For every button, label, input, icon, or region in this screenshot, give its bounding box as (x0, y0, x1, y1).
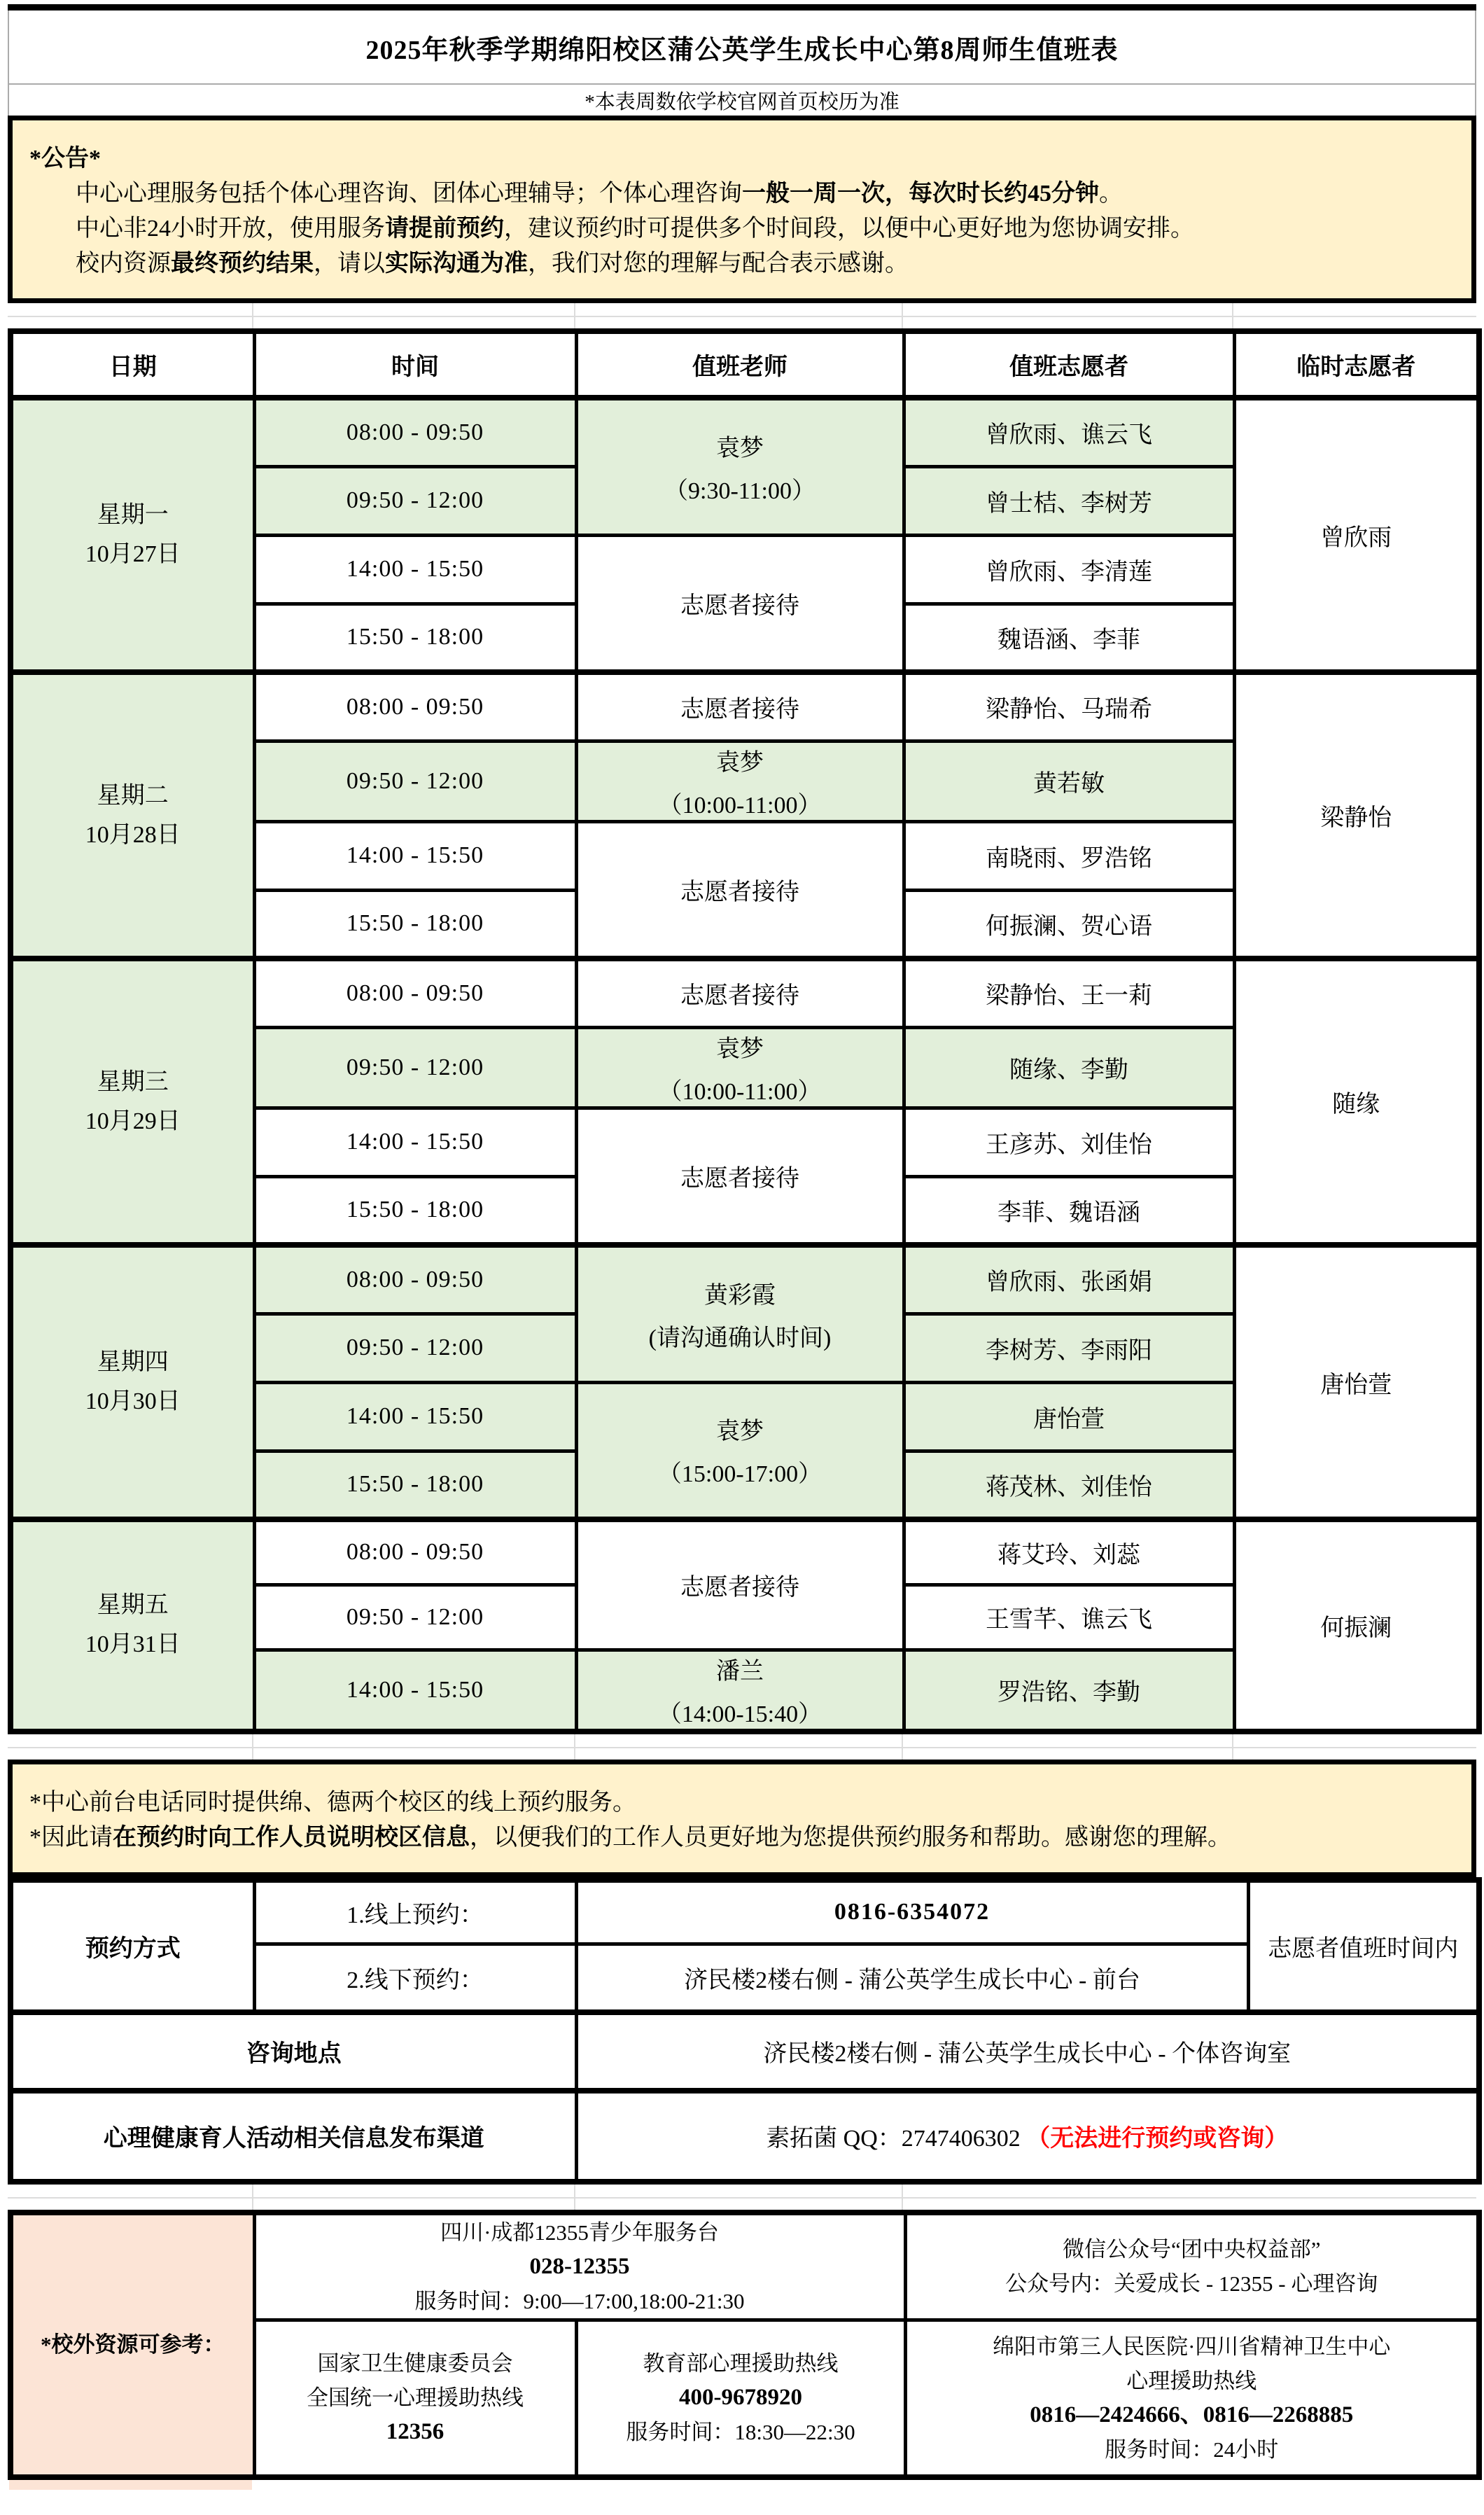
temp-volunteer-cell: 梁静怡 (1234, 672, 1479, 959)
announcement-box (8, 116, 1476, 303)
temp-volunteer-cell: 曾欣雨 (1234, 398, 1479, 672)
teacher-cell: 志愿者接待 (576, 672, 904, 741)
time-cell: 14:00 - 15:50 (254, 821, 576, 890)
no-booking-warning: （无法进行预约或咨询） (1026, 2126, 1289, 2152)
volunteer-cell: 曾欣雨、谯云飞 (904, 398, 1234, 466)
volunteer-cell: 李树芳、李雨阳 (904, 1314, 1234, 1382)
offline-booking-label: 2.线下预约： (254, 1944, 576, 2012)
volunteer-cell: 王彦苏、刘佳怡 (904, 1108, 1234, 1176)
teacher-cell: 志愿者接待 (576, 1108, 904, 1245)
volunteer-cell: 唐怡萱 (904, 1382, 1234, 1451)
external-resources-label: *校外资源可参考： (10, 2213, 254, 2478)
table-row (10, 1245, 1479, 1314)
date-cell: 星期五 10月31日 (10, 1519, 254, 1732)
top-border-bar (8, 4, 1476, 11)
teacher-cell: 黄彩霞 (请沟通确认时间) (576, 1245, 904, 1382)
nhc-hotline-cell: 国家卫生健康委员会 全国统一心理援助热线 12356 (254, 2320, 576, 2477)
time-cell: 09:50 - 12:00 (254, 1027, 576, 1108)
teacher-cell: 袁梦 （10:00-11:00） (576, 741, 904, 821)
time-cell: 14:00 - 15:50 (254, 1108, 576, 1176)
table-row (10, 1880, 1479, 1944)
campus-note-box (8, 1760, 1476, 1877)
table-row (10, 2213, 1479, 2320)
volunteer-cell: 随缘、李勤 (904, 1027, 1234, 1108)
teacher-cell: 志愿者接待 (576, 821, 904, 959)
table-row (10, 2012, 1479, 2091)
volunteer-cell: 梁静怡、王一莉 (904, 959, 1234, 1027)
gridline-gap (8, 1734, 1476, 1760)
gridline-gap (8, 303, 1476, 328)
time-cell: 09:50 - 12:00 (254, 1314, 576, 1382)
booking-phone-number: 0816-6354072 (576, 1880, 1248, 1944)
time-cell: 09:50 - 12:00 (254, 1584, 576, 1650)
page-subtitle: *本表周数依学校官网首页校历为准 (8, 83, 1476, 116)
table-row (10, 959, 1479, 1027)
time-cell: 08:00 - 09:50 (254, 1519, 576, 1584)
external-resources-table (8, 2210, 1482, 2481)
volunteer-cell: 王雪芊、谯云飞 (904, 1584, 1234, 1650)
time-cell: 08:00 - 09:50 (254, 672, 576, 741)
teacher-cell: 志愿者接待 (576, 535, 904, 672)
time-cell: 08:00 - 09:50 (254, 1245, 576, 1314)
announcement-line-3: 校内资源最终预约结果，请以实际沟通为准，我们对您的理解与配合表示感谢。 (76, 251, 909, 277)
volunteer-cell: 蒋艾玲、刘蕊 (904, 1519, 1234, 1584)
col-header-volunteer: 值班志愿者 (904, 331, 1234, 398)
teacher-cell: 潘兰 （14:00-15:40） (576, 1650, 904, 1732)
col-header-time: 时间 (254, 331, 576, 398)
volunteer-cell: 南晓雨、罗浩铭 (904, 821, 1234, 890)
volunteer-duty-time-note: 志愿者值班时间内 (1248, 1880, 1479, 2012)
volunteer-cell: 曾欣雨、李清莲 (904, 535, 1234, 604)
time-cell: 15:50 - 18:00 (254, 890, 576, 959)
page-title: 2025年秋季学期绵阳校区蒲公英学生成长中心第8周师生值班表 (8, 11, 1476, 83)
announcement-line-2: 中心非24小时开放，使用服务请提前预约，建议预约时可提供多个时间段，以便中心更好地为您协调安排。 (76, 216, 1194, 242)
volunteer-cell: 黄若敏 (904, 741, 1234, 821)
date-cell: 星期二 10月28日 (10, 672, 254, 959)
info-channel-value: 素拓菌 QQ：2747406302 （无法进行预约或咨询） (576, 2091, 1479, 2182)
online-booking-label: 1.线上预约： (254, 1880, 576, 1944)
mianyang-hospital-hotline-cell: 绵阳市第三人民医院·四川省精神卫生中心 心理援助热线 0816—2424666、0816—2268885 服务时间：24小时 (905, 2320, 1479, 2477)
volunteer-cell: 罗浩铭、李勤 (904, 1650, 1234, 1732)
table-header-row (10, 331, 1479, 398)
time-cell: 15:50 - 18:00 (254, 604, 576, 672)
time-cell: 14:00 - 15:50 (254, 1382, 576, 1451)
volunteer-cell: 蒋茂林、刘佳怡 (904, 1451, 1234, 1519)
teacher-cell: 袁梦 （9:30-11:00） (576, 398, 904, 535)
time-cell: 15:50 - 18:00 (254, 1451, 576, 1519)
volunteer-cell: 李菲、魏语涵 (904, 1176, 1234, 1245)
sheet (0, 4, 1484, 2490)
time-cell: 08:00 - 09:50 (254, 398, 576, 466)
table-row (10, 2091, 1479, 2182)
date-cell: 星期三 10月29日 (10, 959, 254, 1245)
time-cell: 09:50 - 12:00 (254, 741, 576, 821)
volunteer-cell: 曾士桔、李树芳 (904, 466, 1234, 535)
table-row (10, 398, 1479, 466)
campus-note-line-2: *因此请在预约时向工作人员说明校区信息，以便我们的工作人员更好地为您提供预约服务和帮助。感谢您的理解。 (29, 1824, 1231, 1851)
consult-location-value: 济民楼2楼右侧 - 蒲公英学生成长中心 - 个体咨询室 (576, 2012, 1479, 2091)
volunteer-cell: 梁静怡、马瑞希 (904, 672, 1234, 741)
volunteer-cell: 曾欣雨、张函娟 (904, 1245, 1234, 1314)
announcement-heading: *公告* (29, 146, 101, 172)
teacher-cell: 袁梦 （15:00-17:00） (576, 1382, 904, 1519)
teacher-cell: 袁梦 （10:00-11:00） (576, 1027, 904, 1108)
booking-method-label: 预约方式 (10, 1880, 254, 2012)
col-header-temp-volunteer: 临时志愿者 (1234, 331, 1479, 398)
gridline-gap (8, 2185, 1476, 2210)
pink-cell-stub (9, 2480, 252, 2490)
time-cell: 15:50 - 18:00 (254, 1176, 576, 1245)
volunteer-cell: 何振澜、贺心语 (904, 890, 1234, 959)
announcement-line-1: 中心心理服务包括个体心理咨询、团体心理辅导；个体心理咨询一般一周一次，每次时长约45分钟。 (76, 181, 1123, 207)
duty-schedule-table (8, 328, 1482, 1734)
temp-volunteer-cell: 唐怡萱 (1234, 1245, 1479, 1519)
consult-location-label: 咨询地点 (10, 2012, 576, 2091)
temp-volunteer-cell: 何振澜 (1234, 1519, 1479, 1732)
wechat-account-cell: 微信公众号“团中央权益部” 公众号内：关爱成长 - 12355 - 心理咨询 (905, 2213, 1479, 2320)
col-header-teacher: 值班老师 (576, 331, 904, 398)
table-row (10, 672, 1479, 741)
date-cell: 星期一 10月27日 (10, 398, 254, 672)
booking-info-table (8, 1877, 1482, 2185)
temp-volunteer-cell: 随缘 (1234, 959, 1479, 1245)
col-header-date: 日期 (10, 331, 254, 398)
cutoff-next-row (8, 2480, 1476, 2490)
time-cell: 14:00 - 15:50 (254, 1650, 576, 1732)
time-cell: 14:00 - 15:50 (254, 535, 576, 604)
moe-hotline-cell: 教育部心理援助热线 400-9678920 服务时间：18:30—22:30 (576, 2320, 905, 2477)
time-cell: 09:50 - 12:00 (254, 466, 576, 535)
info-channel-label: 心理健康育人活动相关信息发布渠道 (10, 2091, 576, 2182)
campus-note-line-1: *中心前台电话同时提供绵、德两个校区的线上预约服务。 (29, 1789, 636, 1816)
teacher-cell: 志愿者接待 (576, 1519, 904, 1650)
table-row (10, 1519, 1479, 1584)
date-cell: 星期四 10月30日 (10, 1245, 254, 1519)
time-cell: 08:00 - 09:50 (254, 959, 576, 1027)
offline-booking-location: 济民楼2楼右侧 - 蒲公英学生成长中心 - 前台 (576, 1944, 1248, 2012)
volunteer-cell: 魏语涵、李菲 (904, 604, 1234, 672)
sichuan-12355-cell: 四川·成都12355青少年服务台 028-12355 服务时间：9:00—17:00,18:00-21:30 (254, 2213, 905, 2320)
teacher-cell: 志愿者接待 (576, 959, 904, 1027)
